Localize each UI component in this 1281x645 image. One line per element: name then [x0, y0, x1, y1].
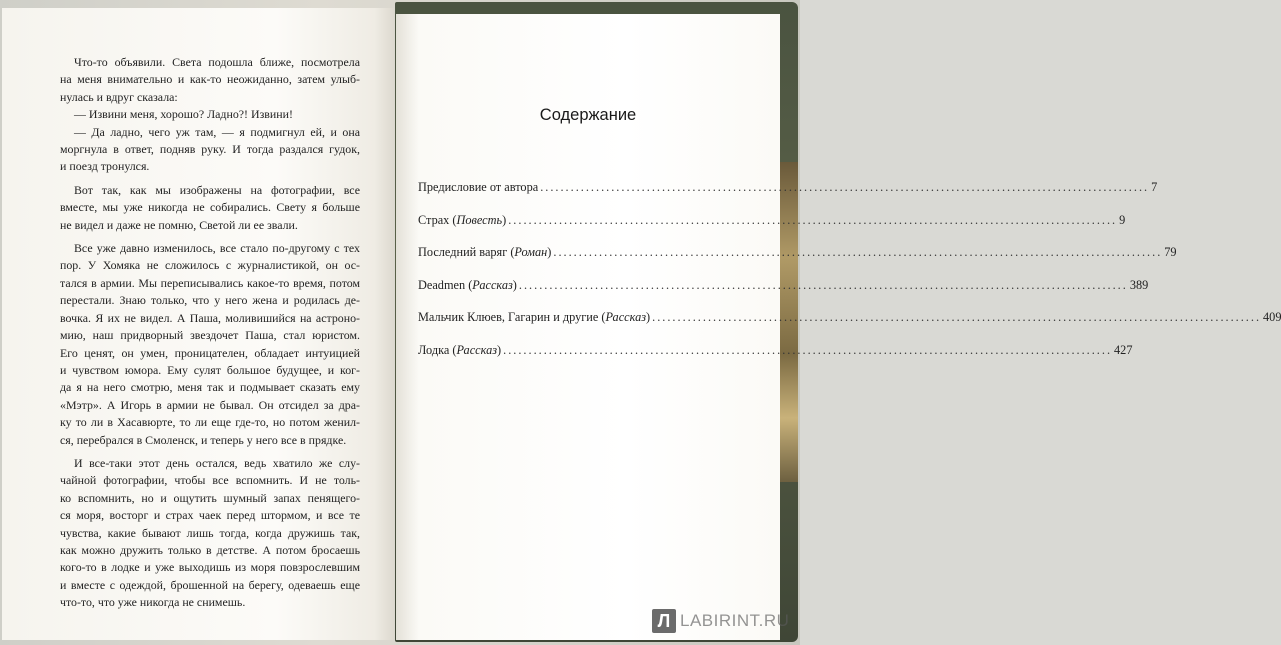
toc-leader-dots: ........................................................................................................................ — [553, 245, 1163, 260]
text-line: И все-таки этот день остался, ведь хватило же слу- — [74, 455, 360, 470]
toc-leader-dots: ........................................................................................................................ — [518, 277, 1128, 292]
toc-leader-dots: ........................................................................................................................ — [503, 342, 1113, 357]
text-line: кого-то в лодке и уже выходишь из моря повзрослевшим — [60, 560, 360, 575]
paragraph — [60, 124, 360, 176]
left-page — [2, 8, 394, 640]
toc-page-number: 427 — [1114, 342, 1133, 357]
labirint-logo-icon: Л — [652, 609, 676, 633]
toc-entry-title: Последний варяг (Роман) — [418, 245, 552, 260]
toc-entry — [418, 212, 1126, 246]
text-line: не видел и даже не помню, Светой ли ее звали. — [60, 217, 298, 232]
toc-page-number: 9 — [1119, 212, 1126, 227]
text-line: да я на него смотрю, меня так и подмывает сказать ему — [60, 380, 360, 395]
text-line: — Да ладно, чего уж там, — я подмигнул ей, и она — [74, 124, 360, 139]
text-line: ся моря, восторг и страх чаек перед штормом, и все те — [60, 508, 360, 523]
toc-entry-title: Страх (Повесть) — [418, 212, 507, 227]
text-line: Все уже давно изменилось, все стало по-другому с тех — [74, 241, 360, 256]
labirint-watermark — [652, 608, 789, 634]
toc-entry-genre: Рассказ — [472, 277, 513, 292]
text-line: и поезд тронулся. — [60, 159, 150, 174]
body-text — [60, 54, 360, 612]
toc-page-number: 7 — [1151, 180, 1158, 194]
text-line: моргнула в ответ, подняв руку. И тогда раздался гудок, — [60, 142, 360, 157]
text-line: перестали. Знаю только, что у него жена и родилась де- — [60, 293, 360, 308]
toc-entry-title: Deadmen (Рассказ) — [418, 277, 517, 292]
toc-leader-dots: ........................................................................................................................ — [540, 180, 1150, 194]
watermark-text: LABIRINT.RU — [680, 611, 790, 630]
text-line: чувства, какие бывают лишь тогда, когда дружишь так, — [60, 525, 360, 540]
text-line: и вместе с одеждой, брошенной на берегу, одеваешь еще — [60, 577, 360, 592]
text-line: мию, наш придворный звездочет Паша, стал юристом. — [60, 328, 360, 343]
text-line: ку то ли в Хасавюрте, то ли еще где-то, но потом женил- — [60, 415, 360, 430]
toc-entry-genre: Рассказ — [605, 310, 647, 325]
toc-entry-title: Предисловие от автора — [418, 180, 539, 194]
toc-page-number: 409 — [1263, 310, 1281, 325]
text-line: что-то, что уже никогда не снимешь. — [60, 595, 246, 610]
toc-entry — [418, 180, 1158, 213]
toc-page-number: 79 — [1164, 245, 1177, 260]
table-of-contents — [418, 180, 1281, 376]
toc-entry-title: Мальчик Клюев, Гагарин и другие (Рассказ) — [418, 310, 651, 325]
text-line: Что-то объявили. Света подошла ближе, посмотрела — [74, 55, 360, 69]
toc-leader-dots: ........................................................................................................................ — [652, 310, 1262, 325]
text-line: как можно дружить только в детстве. А потом бросаешь — [60, 542, 360, 557]
toc-entry — [418, 342, 1133, 376]
text-line: пор. У Хомяка не сложилось с журналистикой, он ос- — [60, 258, 360, 273]
toc-leader-dots: ........................................................................................................................ — [508, 212, 1118, 227]
text-line: Его ценят, он умен, проницателен, обладает интуицией — [60, 345, 360, 360]
toc-entry-title: Лодка (Рассказ) — [418, 342, 502, 357]
toc-entry-genre: Повесть — [456, 212, 503, 227]
paragraph — [60, 182, 360, 234]
text-line: вочка. Я их не видел. А Паша, моливишийся на астроно- — [60, 310, 360, 325]
toc-title: Содержание — [539, 106, 637, 124]
text-line: нулась и вдруг сказала: — [60, 89, 178, 104]
text-line: ся, перебрался в Смоленск, и теперь у него все в прядке. — [60, 432, 347, 447]
text-line: на меня внимательно и как-то неожиданно, затем улыб- — [60, 72, 360, 87]
text-line: вместе, мы уже никогда не собирались. Свету я больше — [60, 200, 360, 215]
paragraph — [60, 54, 360, 106]
text-line: — Извини меня, хорошо? Ладно?! Извини! — [74, 107, 293, 122]
toc-entry-genre: Роман — [514, 245, 548, 260]
text-line: ко вспомнить, но и ощутить шумный запах пенящего- — [60, 490, 360, 505]
text-line: Вот так, как мы изображены на фотографии, все — [74, 182, 360, 197]
toc-page-number: 389 — [1129, 277, 1149, 292]
text-line: чайной фотографии, чтобы все вспомнить. И не толь- — [60, 473, 360, 488]
toc-entry — [418, 310, 1281, 343]
toc-entry — [418, 245, 1177, 278]
toc-entry-genre: Рассказ — [456, 342, 498, 357]
paragraph — [60, 106, 360, 123]
paragraph — [60, 455, 360, 612]
text-line: и чувством юмора. Ему сулят большое будущее, и ког- — [60, 362, 360, 377]
text-line: тался в армии. Мы переписывались какое-то время, потом — [60, 275, 360, 290]
text-line: «Мэтр». А Игорь в армии не бывал. Он отсидел за дра- — [60, 397, 360, 412]
right-page — [396, 14, 1281, 640]
toc-entry — [418, 277, 1149, 311]
paragraph — [60, 240, 360, 449]
